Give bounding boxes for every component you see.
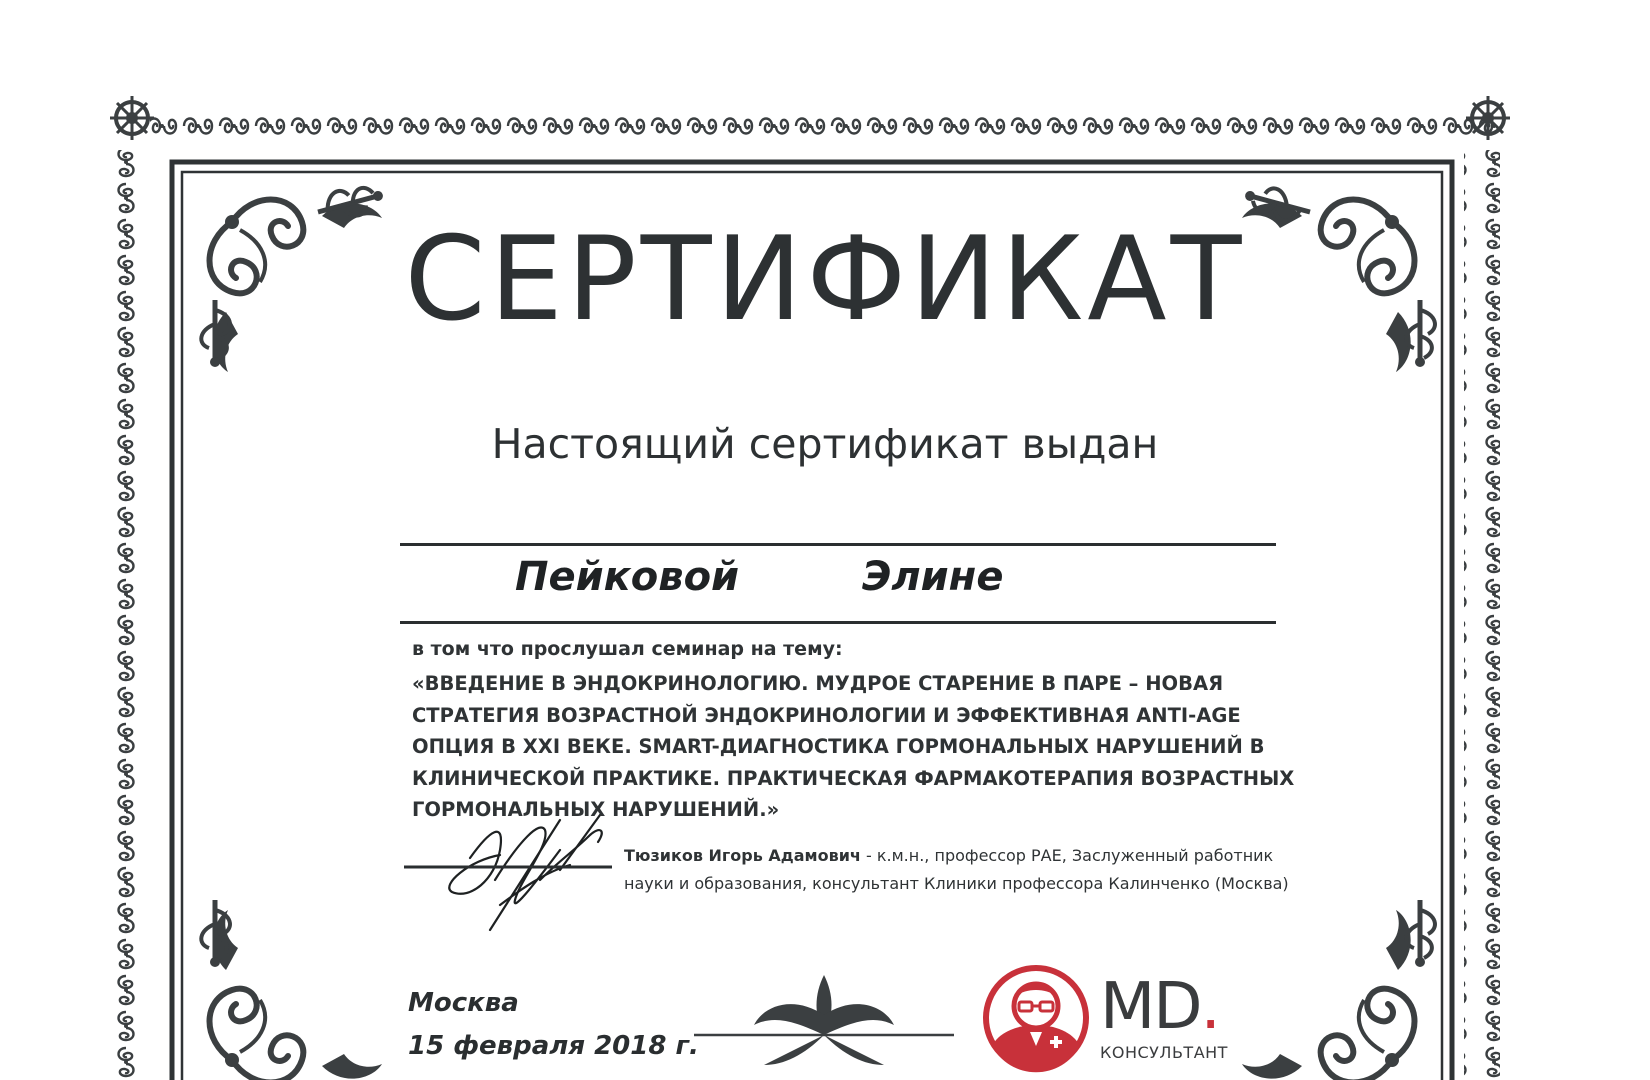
- logo-brand: [1100, 970, 1219, 1044]
- issue-place: Москва: [408, 988, 519, 1018]
- logo-subtitle: КОНСУЛЬТАНТ: [1100, 1043, 1228, 1062]
- doctor-logo-icon: [986, 968, 1086, 1072]
- certificate-subtitle: Настоящий сертификат выдан: [491, 420, 1159, 468]
- signature: [449, 815, 601, 930]
- topic-line: ГОРМОНАЛЬНЫХ НАРУШЕНИЙ.»: [412, 798, 780, 821]
- recipient-first-name: Элине: [862, 554, 1004, 600]
- name-rule-bottom: [400, 621, 1276, 624]
- signer-info: [624, 842, 1344, 898]
- signer-line-1: [624, 842, 1344, 870]
- topic-line: СТРАТЕГИЯ ВОЗРАСТНОЙ ЭНДОКРИНОЛОГИИ И ЭФФЕКТИВНАЯ ANTI-AGE: [412, 703, 1241, 727]
- signer-credentials-2: науки и образования, консультант Клиники профессора Калинченко (Москва): [624, 874, 1289, 893]
- signer-name: Тюзиков Игорь Адамович: [624, 846, 861, 865]
- seminar-topic: [412, 668, 1295, 826]
- topic-line: ОПЦИЯ В XXI ВЕКЕ. SMART-ДИАГНОСТИКА ГОРМОНАЛЬНЫХ НАРУШЕНИЙ В: [412, 735, 1265, 758]
- topic-line: «ВВЕДЕНИЕ В ЭНДОКРИНОЛОГИЮ. МУДРОЕ СТАРЕНИЕ В ПАРЕ – НОВАЯ: [412, 672, 1224, 695]
- signer-credentials-1: - к.м.н., профессор РАЕ, Заслуженный работник: [860, 846, 1274, 865]
- name-rule-top: [400, 543, 1276, 546]
- logo-brand-text: MD: [1100, 970, 1201, 1044]
- issue-date: 15 февраля 2018 г.: [408, 1031, 699, 1061]
- center-fleur: [694, 975, 954, 1065]
- recipient-surname: Пейковой: [515, 554, 740, 600]
- certificate-title: СЕРТИФИКАТ: [404, 212, 1246, 347]
- seminar-intro: в том что прослушал семинар на тему:: [412, 638, 843, 660]
- topic-line: КЛИНИЧЕСКОЙ ПРАКТИКЕ. ПРАКТИЧЕСКАЯ ФАРМАКОТЕРАПИЯ ВОЗРАСТНЫХ: [412, 766, 1295, 790]
- logo-dot: .: [1200, 970, 1219, 1044]
